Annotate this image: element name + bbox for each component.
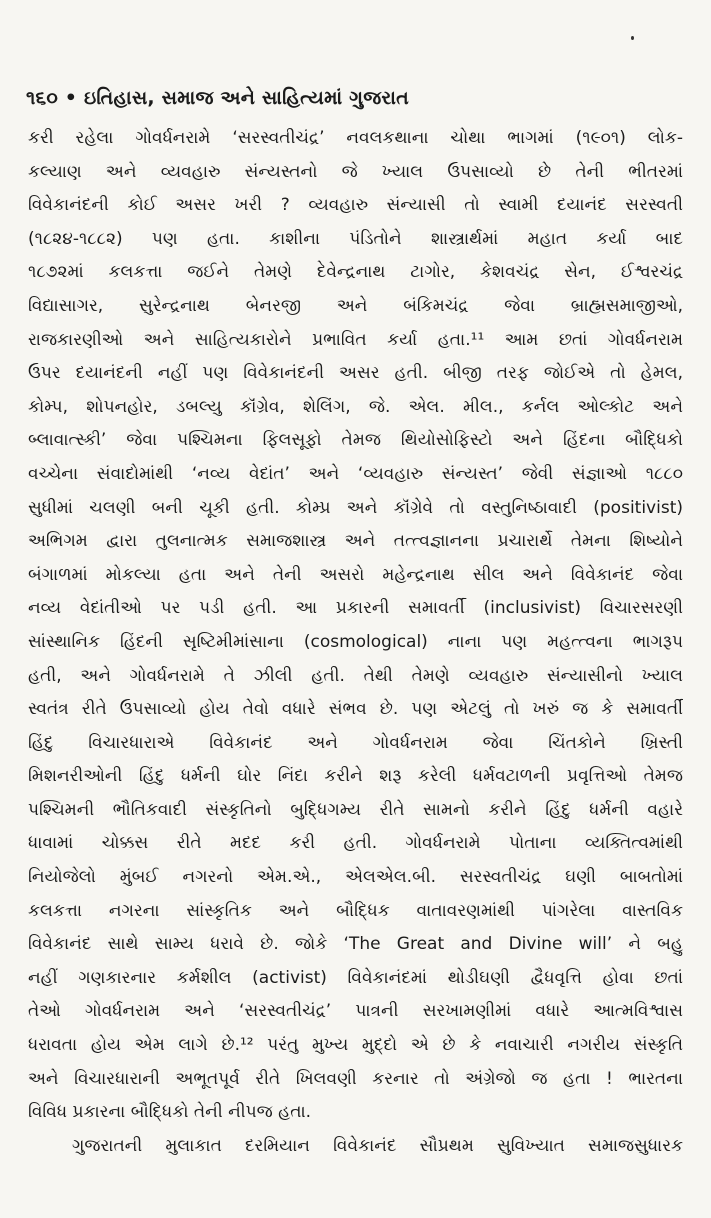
body-text <box>28 122 683 1163</box>
text-line: હિંદુ વિચારધારાએ વિવેકાનંદ અને ગોવર્ધનરામ જેવા ચિંતકોને ખ્રિસ્તી <box>28 732 683 753</box>
text-line: અભિગમ દ્વારા તુલનાત્મક સમાજશાસ્ત્ર અને તત્ત્વજ્ઞાનના પ્રચારાર્થે તેમના શિષ્યોને <box>28 531 683 552</box>
text-line: સ્વતંત્ર રીતે ઉપસાવ્યો હોય તેવો વધારે સંભવ છે. પણ એટલું તો ખરું જ કે સમાવર્તી <box>28 699 683 720</box>
text-line: પશ્ચિમની ભૌતિકવાદી સંસ્કૃતિનો બુદ્ધિગમ્ય રીતે સામનો કરીને હિંદુ ધર્મની વહારે <box>28 799 683 820</box>
text-line: ધરાવતા હોય એમ લાગે છે.¹² પરંતુ મુખ્ય મુદ્દો એ છે કે નવાચારી નગરીય સંસ્કૃતિ <box>28 1035 683 1056</box>
text-line: તેઓ ગોવર્ધનરામ અને ‘સરસ્વતીચંદ્ર’ પાત્રની સરખામણીમાં વધારે આત્મવિશ્વાસ <box>28 1001 683 1022</box>
text-line: વચ્ચેના સંવાદોમાંથી ‘નવ્ય વેદાંત’ અને ‘વ્યવહારુ સંન્યસ્ત’ જેવી સંજ્ઞાઓ ૧૮૮૦ <box>28 463 683 484</box>
running-header: ૧૬૦ • ઇતિહાસ, સમાજ અને સાહિત્યમાં ગુજરાત <box>26 87 409 109</box>
text-line: વિવેકાનંદ સાથે સામ્ય ધરાવે છે. જોકે ‘The Great and Divine will’ ને બહુ <box>28 934 683 955</box>
text-line: બંગાળમાં મોકલ્યા હતા અને તેની અસરો મહેન્દ્રનાથ સીલ અને વિવેકાનંદ જેવા <box>28 564 683 585</box>
text-line: ઉપર દયાનંદની નહીં પણ વિવેકાનંદની અસર હતી. બીજી તરફ જોઈએ તો હેમલ, <box>28 363 683 384</box>
text-line: (૧૮૨૪-૧૮૮૨) પણ હતા. કાશીના પંડિતોને શાસ્ત્રાર્થમાં મહાત કર્યા બાદ <box>28 228 683 249</box>
text-line: કલ્યાણ અને વ્યવહારુ સંન્યસ્તનો જે ખ્યાલ ઉપસાવ્યો છે તેની ભીતરમાં <box>28 161 683 182</box>
text-line: વિવેકાનંદની કોઈ અસર ખરી ? વ્યવહારુ સંન્યાસી તો સ્વામી દયાનંદ સરસ્વતી <box>28 195 683 216</box>
text-line: નિયોજેલો મુંબઈ નગરનો એમ.એ., એલએલ.બી. સરસ્વતીચંદ્ર ઘણી બાબતોમાં <box>28 867 683 888</box>
text-line: હતી, અને ગોવર્ધનરામે તે ઝીલી હતી. તેથી તેમણે વ્યવહારુ સંન્યાસીનો ખ્યાલ <box>28 665 683 686</box>
paragraph-end-line: વિવિધ પ્રકારના બૌદ્ધિકો તેની નીપજ હતા. <box>28 1102 312 1123</box>
text-line: વિદ્યાસાગર, સુરેન્દ્રનાથ બેનરજી અને બંકિમચંદ્ર જેવા બ્રાહ્મસમાજીઓ, <box>28 295 683 316</box>
text-line: કોમ્પ, શોપનહોર, ડબલ્યુ કૉંગ્રેવ, શેલિંગ, જે. એલ. મીલ., કર્નલ ઓલ્કોટ અને <box>28 396 683 417</box>
text-line: સુધીમાં ચલણી બની ચૂકી હતી. કોમ્પ્ર અને કૉંગ્રેવે તો વસ્તુનિષ્ઠાવાદી (positivist) <box>28 497 683 518</box>
text-line: મિશનરીઓની હિંદુ ધર્મની ઘોર નિંદા કરીને શરૂ કરેલી ધર્મવટાળની પ્રવૃત્તિઓ તેમજ <box>28 766 683 787</box>
page-speck <box>631 36 634 40</box>
text-line: રાજકારણીઓ અને સાહિત્યકારોને પ્રભાવિત કર્યા હતા.¹¹ આમ છતાં ગોવર્ધનરામ <box>28 329 683 350</box>
text-line: કલકત્તા નગરના સાંસ્કૃતિક અને બૌદ્ધિક વાતાવરણમાંથી પાંગરેલા વાસ્તવિક <box>28 900 683 921</box>
text-line: બ્લાવાત્સ્કી’ જેવા પશ્ચિમના ફિલસૂફો તેમજ થિયોસોફિસ્ટો અને હિંદના બૌદ્ધિકો <box>28 430 683 451</box>
text-line: ૧૮૭૨માં કલકત્તા જઈને તેમણે દેવેન્દ્રનાથ ટાગોર, કેશવચંદ્ર સેન, ઈશ્વરચંદ્ર <box>28 262 683 283</box>
text-line: નહીં ગણકારનાર કર્મશીલ (activist) વિવેકાનંદમાં થોડીઘણી દ્વૈધવૃત્તિ હોવા છતાં <box>28 967 683 988</box>
text-line: નવ્ય વેદાંતીઓ પર પડી હતી. આ પ્રકારની સમાવર્તી (inclusivist) વિચારસરણી <box>28 598 683 619</box>
text-line: ધાવામાં ચોક્કસ રીતે મદદ કરી હતી. ગોવર્ધનરામે પોતાના વ્યક્તિત્વમાંથી <box>28 833 683 854</box>
paragraph-start-line: ગુજરાતની મુલાકાત દરમિયાન વિવેકાનંદ સૌપ્રથમ સુવિખ્યાત સમાજસુધારક <box>72 1135 683 1156</box>
text-line: સાંસ્થાનિક હિંદની સૃષ્ટિમીમાંસાના (cosmological) નાના પણ મહત્ત્વના ભાગરૂપ <box>28 631 683 652</box>
text-line: કરી રહેલા ગોવર્ધનરામે ‘સરસ્વતીચંદ્ર’ નવલકથાના ચોથા ભાગમાં (૧૯૦૧) લોક- <box>28 128 683 148</box>
text-line: અને વિચારધારાની અભૂતપૂર્વ રીતે ખિલવણી કરનાર તો અંગ્રેજો જ હતા ! ભારતના <box>28 1068 683 1089</box>
